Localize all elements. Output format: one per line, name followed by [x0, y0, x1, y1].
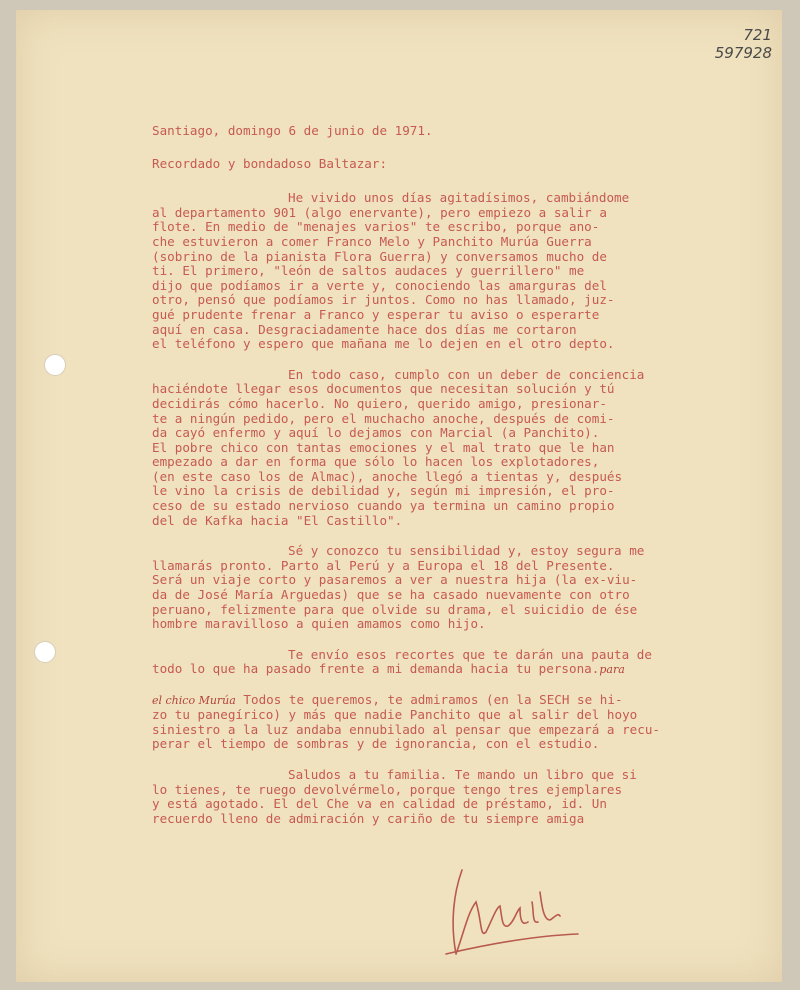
paragraph-3: [152, 544, 742, 632]
paragraph-line: che estuvieron a comer Franco Melo y Panchito Murúa Guerra: [152, 233, 592, 249]
paragraph-line: le vino la crisis de debilidad y, según mi impresión, el pro-: [152, 483, 615, 499]
letter-date: Santiago, domingo 6 de junio de 1971.: [152, 123, 433, 138]
paragraph-line: ceso de su estado nervioso cuando ya termina un camino propio: [152, 498, 615, 514]
paragraph-line: (en este caso los de Almac), anoche llegó a tientas y, después: [152, 468, 623, 484]
paragraph-line: peruano, felizmente para que olvide su drama, el suicidio de ése: [152, 601, 638, 617]
letter-salutation: Recordado y bondadoso Baltazar:: [152, 155, 388, 171]
paragraph-line: dijo que podíamos ir a verte y, conociendo las amarguras del: [152, 277, 607, 293]
paragraph-line: El pobre chico con tantas emociones y el mal trato que le han: [152, 439, 615, 455]
archive-codes: [702, 26, 772, 62]
paragraph-line: Sé y conozco tu sensibilidad y, estoy segura me: [288, 543, 645, 559]
margin-note-para: para: [599, 663, 625, 677]
paragraph-line: otro, pensó que podíamos ir juntos. Como no has llamado, juz-: [152, 292, 615, 308]
paragraph-2: [152, 368, 742, 529]
paragraph-line: da de José María Arguedas) que se ha casado nuevamente con otro: [152, 587, 630, 603]
paragraph-line: te a ningún pedido, pero el muchacho anoche, después de comi-: [152, 410, 615, 426]
paragraph-line: siniestro a la luz andaba ennubilado al pensar que empezará a recu-: [152, 721, 660, 737]
signature-stroke: [446, 870, 578, 954]
margin-note-chico: el chico Murúa: [152, 693, 236, 707]
paragraph-4: [152, 648, 742, 752]
paragraph-line: aquí en casa. Desgraciadamente hace dos días me cortaron: [152, 321, 577, 337]
handwritten-signature: [440, 862, 580, 962]
paragraph-line: flote. En medio de "menajes varios" te escribo, porque ano-: [152, 219, 600, 235]
paragraph-line: el teléfono y espero que mañana me lo dejen en el otro depto.: [152, 336, 615, 352]
paragraph-line: [152, 662, 742, 678]
paragraph-line: ti. El primero, "león de saltos audaces y guerrillero" me: [152, 263, 585, 279]
paragraph-line: llamarás pronto. Parto al Perú y a Europa el 18 del Presente.: [152, 557, 615, 573]
paragraph-line: al departamento 901 (algo enervante), pero empiezo a salir a: [152, 204, 607, 220]
paragraph-line: En todo caso, cumplo con un deber de conciencia: [288, 366, 645, 382]
punch-hole-top: [44, 354, 66, 376]
paragraph-text: Todos te queremos, te admiramos (en la SECH se hi-: [243, 691, 623, 707]
paragraph-line: decidirás cómo hacerlo. No quiero, querido amigo, presionar-: [152, 395, 607, 411]
paragraph-line: gué prudente frenar a Franco y esperar tu aviso o esperarte: [152, 306, 600, 322]
paragraph-line: del de Kafka hacia "El Castillo".: [152, 512, 403, 528]
paragraph-line: empezado a dar en forma que sólo lo hacen los explotadores,: [152, 454, 600, 470]
paragraph-line: Te envío esos recortes que te darán una pauta de: [288, 646, 652, 662]
paragraph-line: y está agotado. El del Che va en calidad de préstamo, id. Un: [152, 796, 607, 812]
paragraph-line: da cayó enfermo y aquí lo dejamos con Marcial (a Panchito).: [152, 425, 600, 441]
paragraph-text: todo lo que ha pasado frente a mi demanda hacia tu persona.: [152, 661, 600, 677]
paragraph-1: [152, 191, 742, 352]
paragraph-line: lo tienes, te ruego devolvérmelo, porque tengo tres ejemplares: [152, 781, 623, 797]
paragraph-line: He vivido unos días agitadísimos, cambiándome: [288, 190, 630, 206]
paragraph-line: zo tu panegírico) y más que nadie Panchito que al salir del hoyo: [152, 707, 638, 723]
letter-body: [152, 124, 742, 842]
paragraph-line: hombre maravilloso a quien amamos como hijo.: [152, 616, 486, 632]
archive-code-2: 597928: [714, 44, 772, 62]
paragraph-line: Saludos a tu familia. Te mando un libro que si: [288, 766, 637, 782]
paragraph-line: haciéndote llegar esos documentos que necesitan solución y tú: [152, 381, 615, 397]
paragraph-5: [152, 768, 742, 826]
paragraph-line: recuerdo lleno de admiración y cariño de tu siempre amiga: [152, 810, 585, 826]
paragraph-line: Será un viaje corto y pasaremos a ver a nuestra hija (la ex-viu-: [152, 572, 638, 588]
paragraph-line: perar el tiempo de sombras y de ignorancia, con el estudio.: [152, 736, 600, 752]
paragraph-line-blank: [152, 678, 742, 693]
paragraph-line: (sobrino de la pianista Flora Guerra) y conversamos mucho de: [152, 248, 607, 264]
archive-code-1: 721: [743, 26, 772, 44]
paragraph-line: [152, 693, 742, 709]
punch-hole-bottom: [34, 641, 56, 663]
